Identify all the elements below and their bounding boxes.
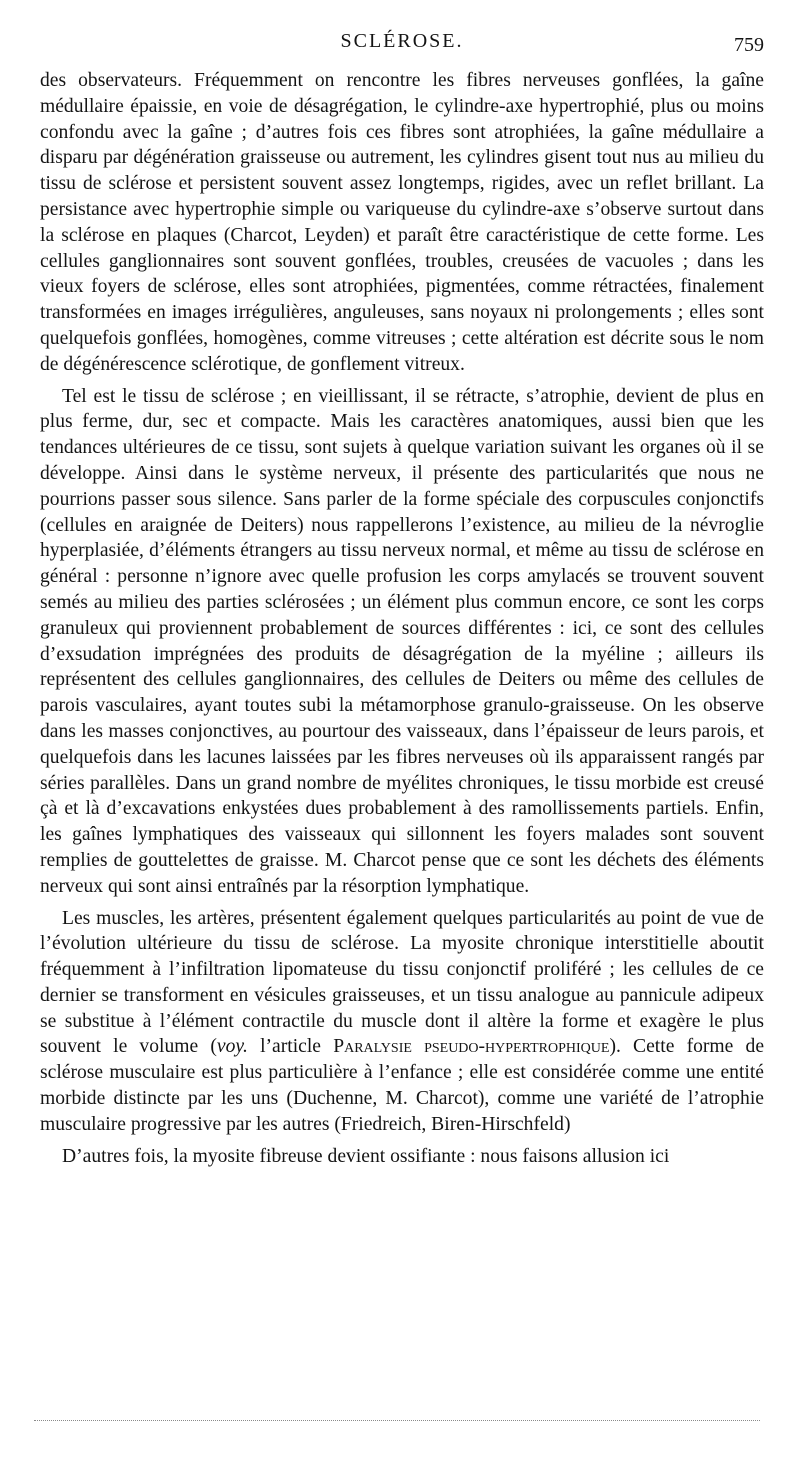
running-head [40, 30, 764, 62]
paragraph-continued: des observateurs. Fréquemment on rencontre les fibres nerveuses gonflées, la gaîne médullaire épaissie, en voie de désagrégation, le cylindre-axe hypertrophié, plus ou moins confondu avec la gaîne ; d’autres fois ces fibres sont atrophiées, la gaîne médullaire a disparu par dégénération graisseuse ou autrement, les cylindres gisent tout nus au milieu du tissu de sclérose et persistent souvent assez longtemps, rigides, avec un reflet brillant. La persistance avec hypertrophie simple ou variqueuse du cylindre-axe s’observe surtout dans la sclérose en plaques (Charcot, Leyden) et paraît être caractéristique de cette forme. Les cellules ganglionnaires sont souvent gonflées, troubles, creusées de vacuoles ; dans les vieux foyers de sclérose, elles sont atrophiées, pigmentées, comme rétractées, finalement transformées en images irrégulières, anguleuses, sans noyaux ni prolongements ; elles sont quelquefois gonflées, homogènes, comme vitreuses ; cette altération est décrite sous le nom de dégénérescence sclérotique, de gonflement vitreux. [40, 70, 764, 375]
page-number: 759 [734, 34, 764, 56]
paragraph-muscles-text-after: ). Cette forme de sclérose musculaire est plus particulière à l’enfance ; elle est considérée comme une entité morbide distincte par les uns (Duchenne, M. Charcot), comme une variété de l’atrophie musculaire progressive par les autres (Friedreich, Biren-Hirschfeld) [40, 1036, 765, 1135]
footer-rule [34, 1420, 760, 1421]
article-reference: Paralysie pseudo-hypertrophique [333, 1036, 610, 1058]
voy-abbreviation: voy. [216, 1036, 248, 1058]
paragraph-muscles-arteres [40, 906, 764, 1138]
paragraph-muscles-text-before: Les muscles, les artères, présentent également quelques particularités au point de vue de l’évolution ultérieure du tissu de sclérose. La myosite chronique interstitielle aboutit fréquemment à l’infiltration lipomateuse du tissu conjonctif proliféré ; les cellules de ce dernier se transforment en vésicules graisseuses, et un tissu analogue au pannicule adipeux se substitue à l’élément contractile du muscle dont il altère la forme et exagère le plus souvent le volume ( [40, 907, 764, 1058]
paragraph-tissu-de-sclerose: Tel est le tissu de sclérose ; en vieillissant, il se rétracte, s’atrophie, devient de plus en plus ferme, dur, sec et compacte. Mais les caractères anatomiques, aussi bien que les tendances ultérieures de ce tissu, sont sujets à quelque variation suivant les organes où il se développe. Ainsi dans le système nerveux, il présente des particularités que nous ne pourrions passer sous silence. Sans parler de la forme spéciale des corpuscules conjonctifs (cellules en araignée de Deiters) nous rappellerons l’existence, au milieu de la névroglie hyperplasiée, d’éléments étrangers au tissu nerveux normal, et même au tissu de sclérose en général : personne n’ignore avec quelle profusion les corps amylacés se trouvent souvent semés au milieu des parties sclérosées ; un élément plus commun encore, ce sont les corps granuleux qui proviennent probablement de sources différentes : ici, ce sont des cellules d’exsudation imprégnées des produits de désagrégation de la myéline ; ailleurs ils représentent des cellules ganglionnaires, des cellules de Deiters ou même des cellules de parois vasculaires, ayant toutes subi la métamorphose granulo-graisseuse. On les observe dans les masses conjonctives, au pourtour des vaisseaux, dans l’épaisseur de leurs parois, et quelquefois dans les lacunes laissées par les fibres nerveuses où ils apparaissent rangés par séries parallèles. Dans un grand nombre de myélites chroniques, le tissu morbide est creusé çà et là d’excavations enkystées dues probablement à des ramollissements partiels. Enfin, les gaînes lymphatiques des vaisseaux qui sillonnent les foyers malades sont souvent remplies de gouttelettes de graisse. M. Charcot pense que ce sont les déchets des éléments nerveux qui sont ainsi entraînés par la résorption lymphatique. [40, 385, 764, 897]
running-title: SCLÉROSE. [340, 30, 464, 52]
paragraph-myosite-ossifiante: D’autres fois, la myosite fibreuse devient ossifiante : nous faisons allusion ici [62, 1145, 670, 1167]
body-text [40, 68, 764, 1169]
paragraph-muscles-text-mid: l’article [247, 1036, 334, 1058]
